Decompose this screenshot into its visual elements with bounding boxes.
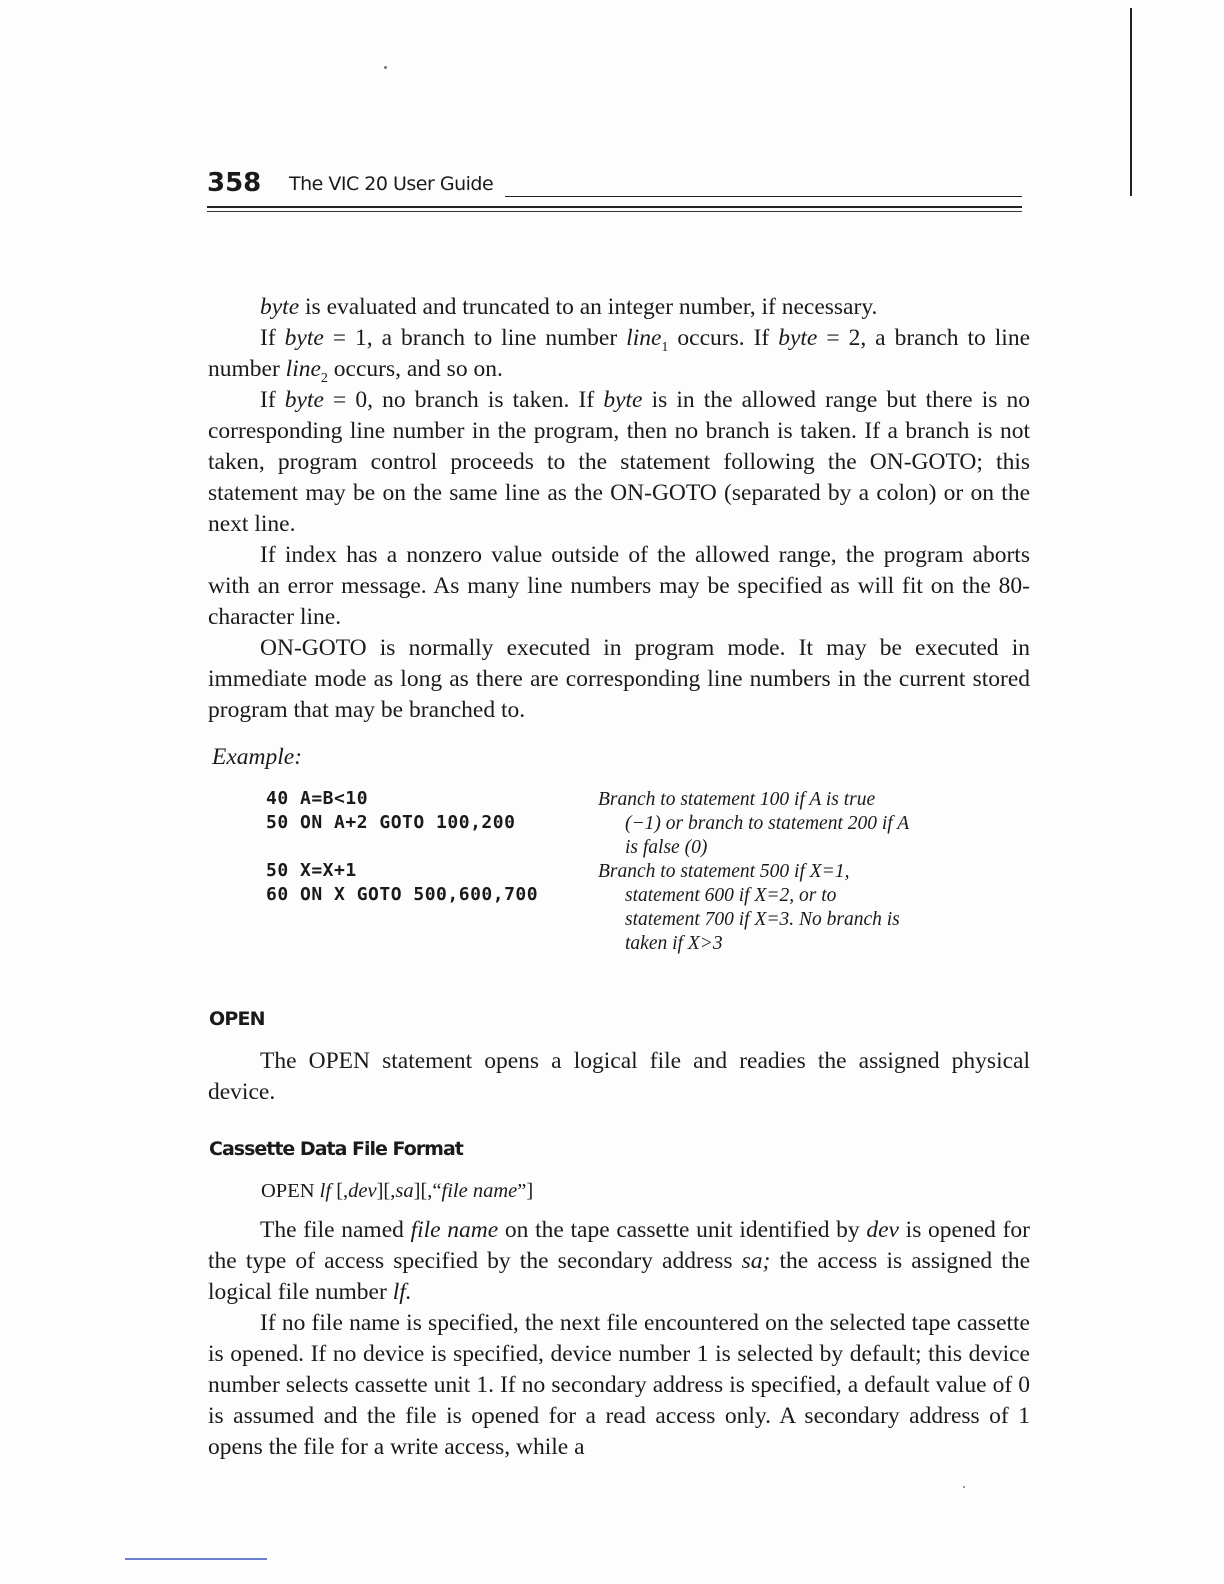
code-line: 40 A=B<10 — [266, 788, 369, 809]
code-line: 60 ON X GOTO 500,600,700 — [266, 884, 539, 905]
scan-speck — [963, 1486, 965, 1488]
header-rule — [207, 211, 1022, 212]
footer-rule — [125, 1558, 267, 1560]
on-goto-description — [208, 292, 1030, 726]
syntax-line: OPEN lf [,dev][,sa][,“file name”] — [261, 1180, 534, 1202]
paragraph: If byte = 1, a branch to line number line$_1$ occurs. If byte = 2, a branch to line number line$_2$ occurs, and so on. — [208, 325, 1030, 386]
code-line: 50 X=X+1 — [266, 860, 357, 881]
paragraph: If no file name is specified, the next file encountered on the selected tape cassette is opened. If no device is specified, device number 1 is selected by default; this device number selects cassette unit 1. If no secondary address is specified, a default value of 0 is assumed and the file is opened for a read access only. A secondary address of 1 opens the file for a write access, while a — [208, 1310, 1030, 1460]
running-title: The VIC 20 User Guide — [289, 173, 494, 195]
paragraph: The OPEN statement opens a logical file and readies the assigned physical device. — [208, 1048, 1030, 1105]
paragraph: If byte = 0, no branch is taken. If byte is in the allowed range but there is no corresponding line number in the program, then no branch is taken. If a branch is not taken, program control proceeds to the statement following the ON-GOTO; this statement may be on the same line as the ON-GOTO (separated by a colon) or on the next line. — [208, 387, 1030, 537]
paragraph: byte is evaluated and truncated to an integer number, if necessary. — [260, 294, 878, 320]
section-heading-open: OPEN — [209, 1008, 265, 1030]
code-line: 50 ON A+2 GOTO 100,200 — [266, 812, 516, 833]
header-rule — [505, 196, 1022, 197]
code-comment: Branch to statement 500 if X=1, statement 600 if X=2, or to statement 700 if X=3. No branch is taken if X>3 — [598, 861, 900, 954]
code-comment: Branch to statement 100 if A is true (−1) or branch to statement 200 if A is false (0) — [598, 789, 910, 858]
paragraph: The file named file name on the tape cassette unit identified by dev is opened for the type of access specified by the secondary address sa; the access is assigned the logical file number lf. — [208, 1217, 1031, 1305]
page-number: 358 — [207, 168, 262, 198]
header-rule — [207, 206, 1022, 208]
open-description — [208, 1215, 1030, 1463]
scan-edge-line — [1130, 8, 1132, 196]
scan-speck — [384, 66, 387, 69]
paragraph: If index has a nonzero value outside of the allowed range, the program aborts with an error message. As many line numbers may be specified as will fit on the 80-character line. — [208, 542, 1030, 630]
example-label: Example: — [212, 744, 303, 770]
paragraph: ON-GOTO is normally executed in program mode. It may be executed in immediate mode as long as there are corresponding line numbers in the current stored program that may be branched to. — [208, 635, 1030, 723]
subsection-heading: Cassette Data File Format — [209, 1138, 463, 1160]
open-intro — [208, 1046, 1030, 1108]
page-header — [207, 168, 1022, 216]
